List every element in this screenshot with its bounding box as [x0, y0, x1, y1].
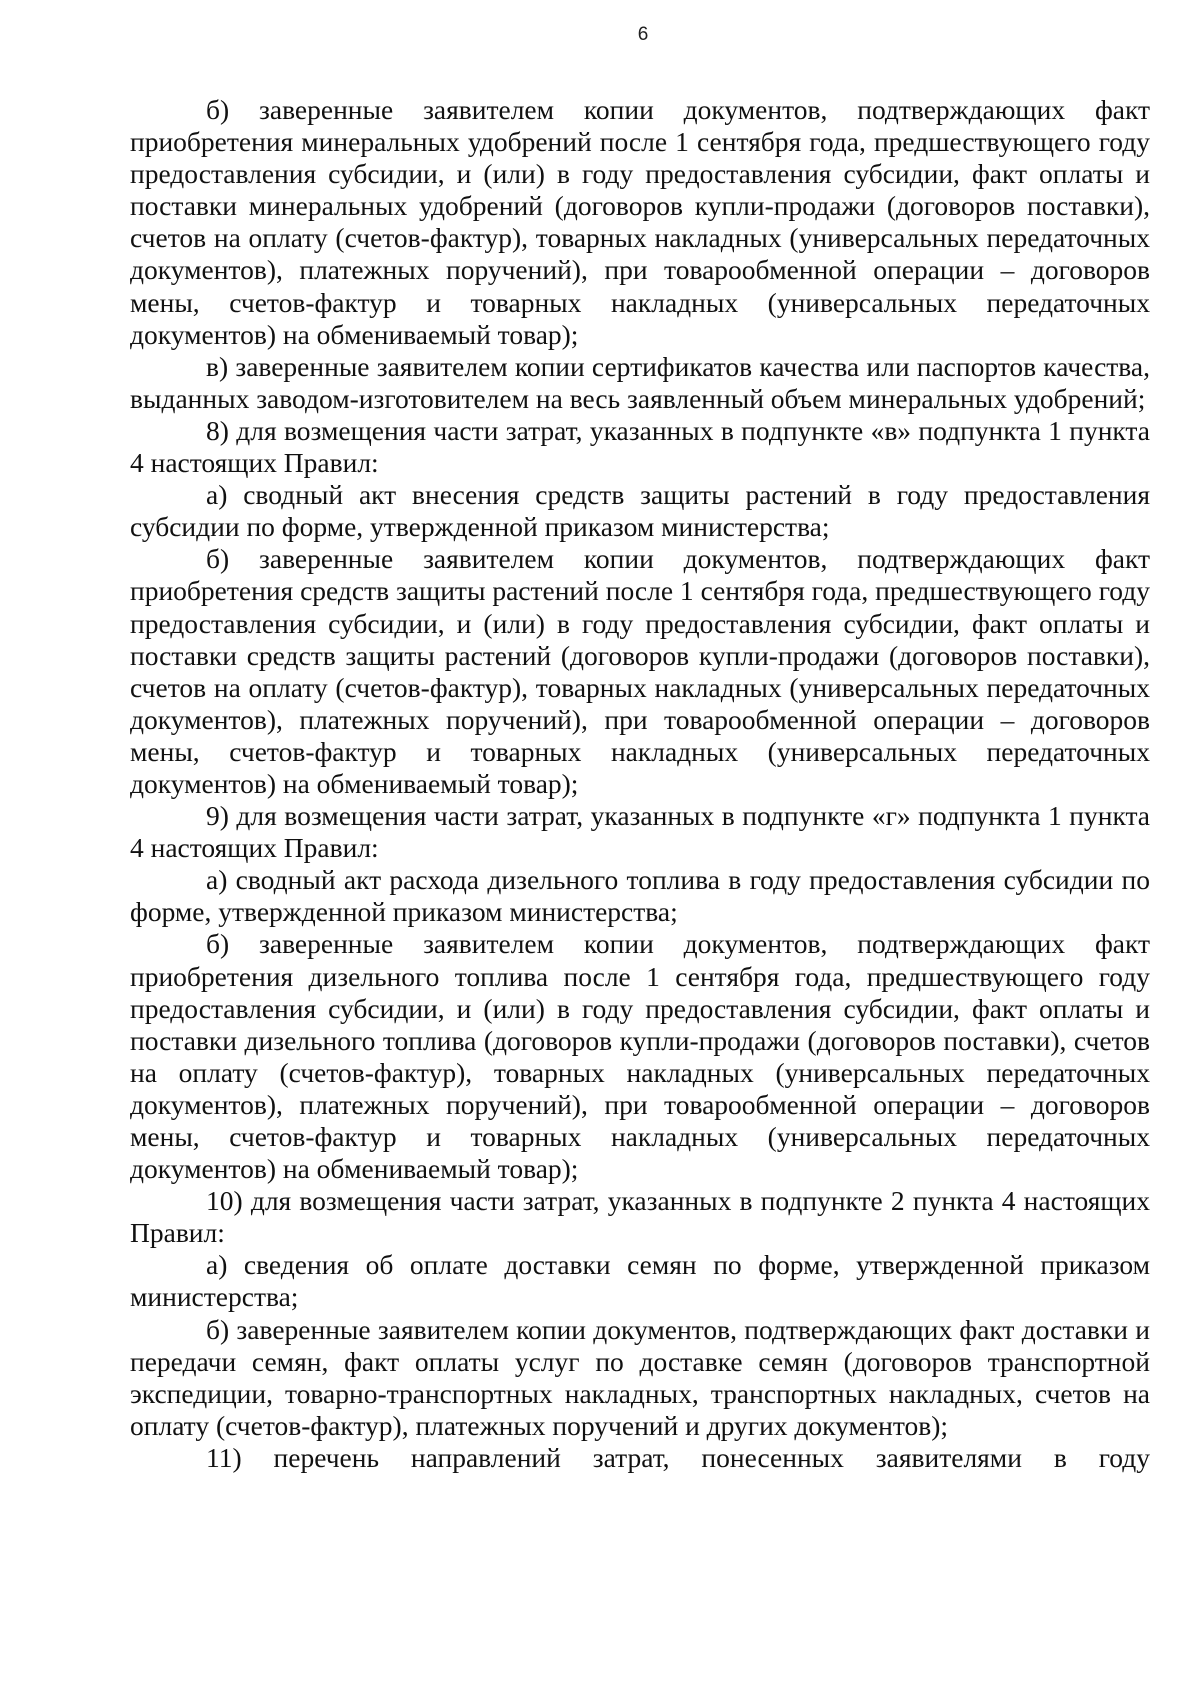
paragraph-10b: б) заверенные заявителем копии документов, подтверждающих факт доставки и передачи семян, факт оплаты услуг по доставке семян (договоров транспортной экспедиции, товарно-транспортных накладных, транспортных накладных, счетов на оплату (счетов-фактур), платежных поручений и других документов);: [130, 1313, 1150, 1441]
page-number: 6: [637, 24, 649, 45]
paragraph-1b: б) заверенные заявителем копии документов, подтверждающих факт приобретения минеральных удобрений после 1 сентября года, предшествующего году предоставления субсидии, и (или) в году предоставления субсидии, факт оплаты и поставки минеральных удобрений (договоров купли-продажи (договоров поставки), счетов на оплату (счетов-фактур), товарных накладных (универсальных передаточных документов), платежных поручений), при товарообменной операции – договоров мены, счетов-фактур и товарных накладных (универсальных передаточных документов) на обмениваемый товар);: [130, 94, 1150, 350]
document-body: [130, 94, 1150, 1474]
paragraph-8: 8) для возмещения части затрат, указанных в подпункте «в» подпункта 1 пункта 4 настоящих Правил:: [130, 414, 1150, 479]
paragraph-10: 10) для возмещения части затрат, указанных в подпункте 2 пункта 4 настоящих Правил:: [130, 1185, 1150, 1249]
paragraph-9: 9) для возмещения части затрат, указанных в подпункте «г» подпункта 1 пункта 4 настоящих Правил:: [130, 800, 1150, 864]
paragraph-9b: б) заверенные заявителем копии документов, подтверждающих факт приобретения дизельного топлива после 1 сентября года, предшествующего году предоставления субсидии, и (или) в году предоставления субсидии, факт оплаты и поставки дизельного топлива (договоров купли-продажи (договоров поставки), счетов на оплату (счетов-фактур), товарных накладных (универсальных передаточных документов), платежных поручений), при товарообменной операции – договоров мены, счетов-фактур и товарных накладных (универсальных передаточных документов) на обмениваемый товар);: [130, 928, 1150, 1185]
paragraph-10a: а) сведения об оплате доставки семян по форме, утвержденной приказом министерства;: [130, 1249, 1150, 1313]
paragraph-1v: в) заверенные заявителем копии сертификатов качества или паспортов качества, выданных заводом-изготовителем на весь заявленный объем минеральных удобрений;: [130, 350, 1150, 414]
paragraph-9a: а) сводный акт расхода дизельного топлива в году предоставления субсидии по форме, утвержденной приказом министерства;: [130, 864, 1150, 928]
paragraph-8a: а) сводный акт внесения средств защиты растений в году предоставления субсидии по форме, утвержденной приказом министерства;: [130, 479, 1150, 543]
paragraph-11: 11) перечень направлений затрат, понесенных заявителями в году: [206, 1441, 1150, 1473]
paragraph-8b: б) заверенные заявителем копии документов, подтверждающих факт приобретения средств защиты растений после 1 сентября года, предшествующего году предоставления субсидии, и (или) в году предоставления субсидии, факт оплаты и поставки средств защиты растений (договоров купли-продажи (договоров поставки), счетов на оплату (счетов-фактур), товарных накладных (универсальных передаточных документов), платежных поручений), при товарообменной операции – договоров мены, счетов-фактур и товарных накладных (универсальных передаточных документов) на обмениваемый товар);: [130, 543, 1150, 799]
